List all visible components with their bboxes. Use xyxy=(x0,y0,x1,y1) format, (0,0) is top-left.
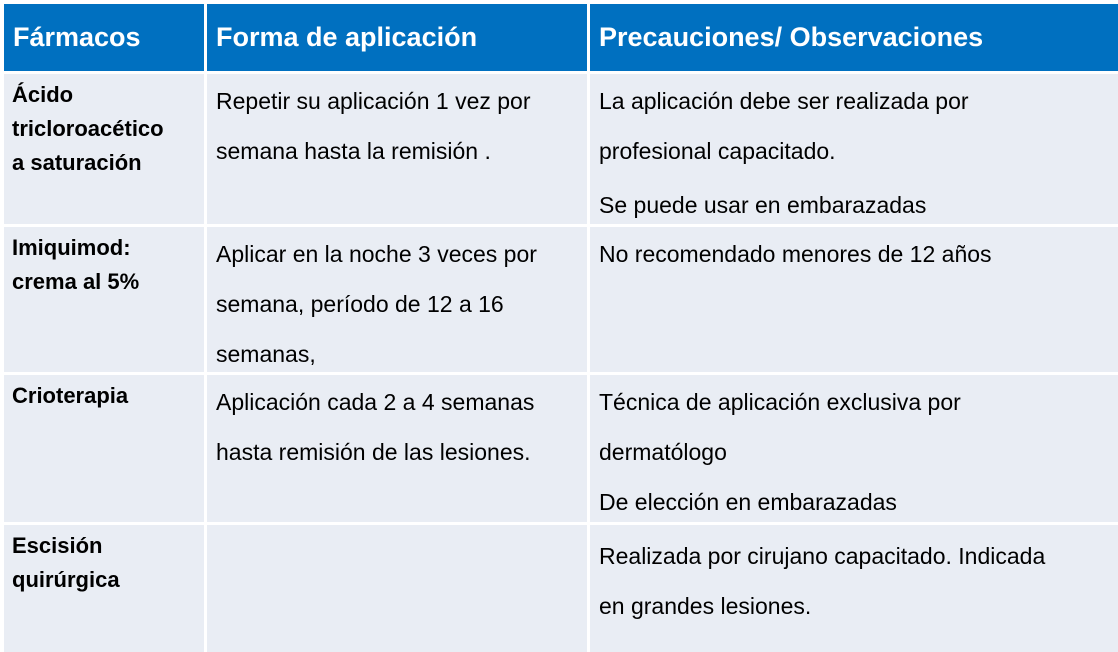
row-2-application-line: semanas, xyxy=(216,341,316,367)
row-1-precautions-line: Se puede usar en embarazadas xyxy=(599,192,927,218)
treatment-table xyxy=(4,4,1114,640)
row-1-drug-line: tricloroacético xyxy=(12,116,164,141)
row-2-drug-line: Imiquimod: xyxy=(12,235,131,260)
row-1-drug-cell xyxy=(4,74,204,224)
row-3-precautions-cell xyxy=(590,375,1118,522)
row-1-drug-line: Ácido xyxy=(12,82,74,107)
row-4-precautions-cell xyxy=(590,525,1118,652)
row-2-drug-cell xyxy=(4,227,204,372)
row-4-drug-cell xyxy=(4,525,204,652)
row-3-precautions-line: dermatólogo xyxy=(599,439,727,465)
row-1-precautions-cell xyxy=(590,74,1118,224)
header-forma-de-aplicacion: Forma de aplicación xyxy=(207,4,587,71)
row-3-drug-line: Crioterapia xyxy=(12,383,129,408)
row-3-application-line: hasta remisión de las lesiones. xyxy=(216,439,531,465)
row-3-application-cell xyxy=(207,375,587,522)
row-1-application-line: semana hasta la remisión . xyxy=(216,138,491,164)
row-2-application-cell xyxy=(207,227,587,372)
row-4-precautions-line: Realizada por cirujano capacitado. Indicada xyxy=(599,543,1046,569)
row-2-precautions-line: No recomendado menores de 12 años xyxy=(599,241,992,267)
row-4-drug-line: Escisión xyxy=(12,533,103,558)
row-2-precautions-cell xyxy=(590,227,1118,372)
row-3-precautions-line: Técnica de aplicación exclusiva por xyxy=(599,389,961,415)
header-precauciones: Precauciones/ Observaciones xyxy=(590,4,1118,71)
row-2-application-line: Aplicar en la noche 3 veces por xyxy=(216,241,537,267)
row-4-application-cell xyxy=(207,525,587,652)
row-2-drug-line: crema al 5% xyxy=(12,269,140,294)
row-1-application-cell xyxy=(207,74,587,224)
row-2-application-line: semana, período de 12 a 16 xyxy=(216,291,504,317)
row-1-application-line: Repetir su aplicación 1 vez por xyxy=(216,88,531,114)
row-3-drug-cell xyxy=(4,375,204,522)
row-4-drug-line: quirúrgica xyxy=(12,567,120,592)
row-1-precautions-line: profesional capacitado. xyxy=(599,138,836,164)
row-4-precautions-line: en grandes lesiones. xyxy=(599,593,812,619)
row-3-application-line: Aplicación cada 2 a 4 semanas xyxy=(216,389,535,415)
row-1-precautions-line: La aplicación debe ser realizada por xyxy=(599,88,969,114)
row-1-drug-line: a saturación xyxy=(12,150,142,175)
row-3-precautions-line: De elección en embarazadas xyxy=(599,489,897,515)
header-farmacos: Fármacos xyxy=(4,4,204,71)
